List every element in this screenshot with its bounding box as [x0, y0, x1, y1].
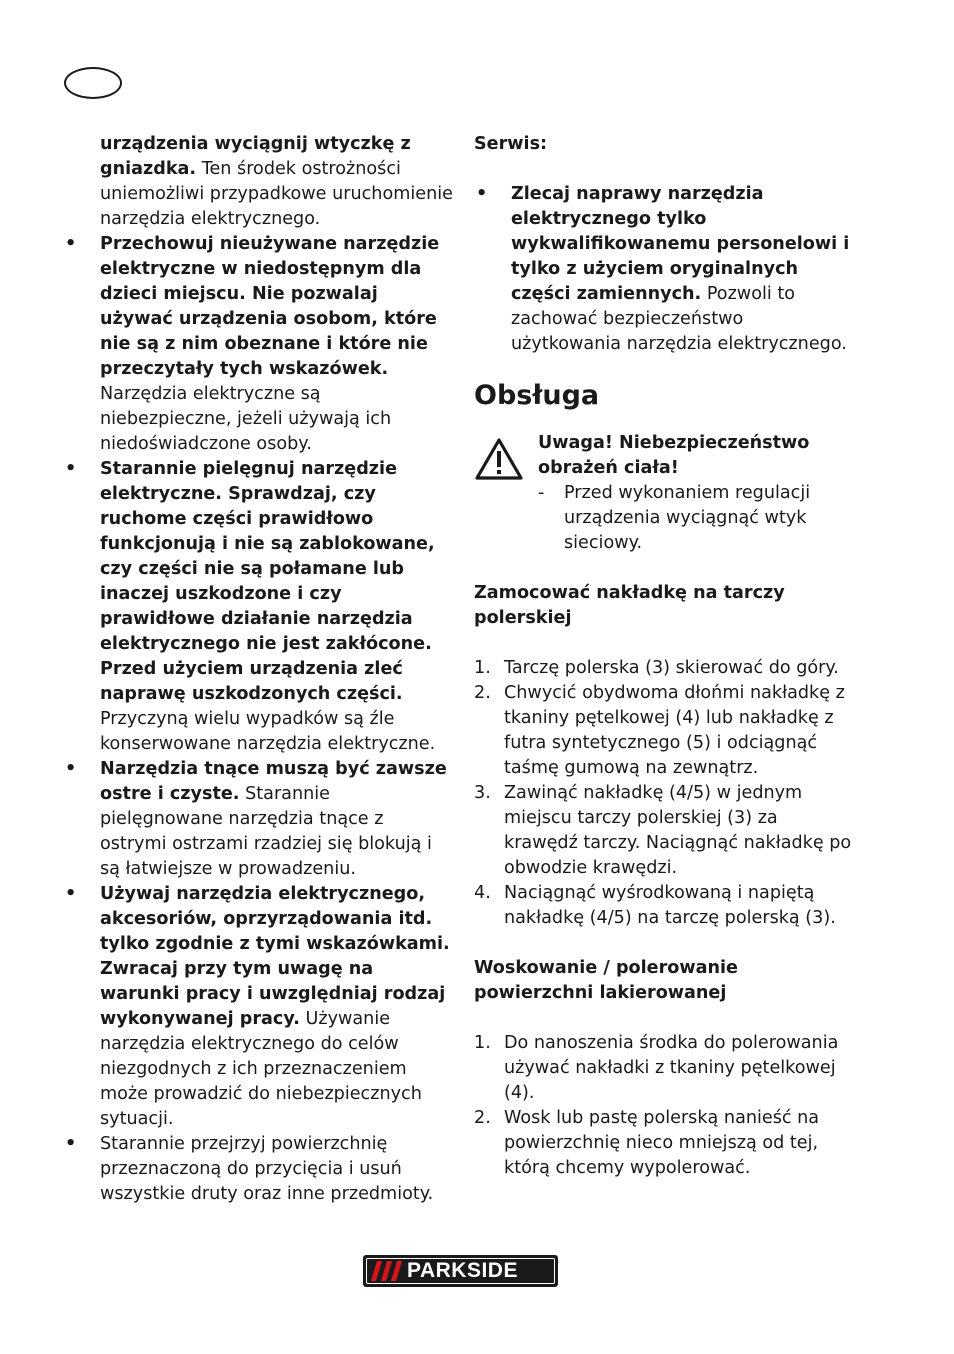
step-text: Do nanoszenia środka do polerowania używać nakładki z tkaniny pętelkowej (4). — [504, 1033, 839, 1103]
warning-note — [538, 481, 854, 556]
section-title: Obsługa — [474, 380, 600, 411]
list-item — [63, 457, 453, 757]
service-heading: Serwis: — [474, 134, 548, 154]
step-number: 3. — [474, 783, 491, 803]
parkside-logo — [363, 1255, 558, 1287]
bullet: • — [65, 884, 77, 904]
step-item — [474, 781, 854, 881]
list-item-bold: Starannie pielęgnuj narzędzie elektryczne. Sprawdzaj, czy ruchome części prawidłowo funkcjonują i nie są zablokowane, czy części nie są połamane lub inaczej uszkodzone i czy prawidłowe działanie narzędzia elektrycznego nie jest zakłócone. Przed użyciem urządzenia zleć naprawę uszkodzonych części. — [100, 459, 435, 704]
warning-triangle-icon — [474, 437, 524, 481]
step-number: 4. — [474, 883, 491, 903]
subsection-heading-polish: Woskowanie / polerowanie powierzchni lakierowanej — [474, 958, 738, 1003]
bullet: • — [476, 184, 488, 204]
warning-block — [474, 431, 854, 556]
step-number: 1. — [474, 1033, 491, 1053]
list-item — [63, 882, 453, 1132]
bullet: • — [65, 759, 77, 779]
continued-item-bold: urządzenia wyciągnij wtyczkę z gniazdka. — [100, 134, 411, 179]
safety-list — [63, 232, 453, 1207]
warning-title: Uwaga! Niebezpieczeństwo obrażeń ciała! — [538, 433, 810, 478]
step-text: Naciągnąć wyśrodkowaną i napiętą nakładkę (4/5) na tarczę polerską (3). — [504, 883, 836, 928]
step-item — [474, 1106, 854, 1181]
service-item-text: Pozwoli to zachować bezpieczeństwo użytkowania narzędzia elektrycznego. — [511, 284, 847, 354]
continued-item-text: Ten środek ostrożności uniemożliwi przypadkowe uruchomienie narzędzia elektrycznego. — [100, 159, 453, 229]
list-item-bold: Narzędzia tnące muszą być zawsze ostre i czyste. — [100, 759, 447, 804]
step-item — [474, 656, 854, 681]
bullet: • — [65, 1134, 77, 1154]
list-item — [63, 1132, 453, 1207]
mount-steps — [474, 656, 854, 931]
list-item-text: Przyczyną wielu wypadków są źle konserwowane narzędzia elektryczne. — [100, 709, 436, 754]
step-item — [474, 881, 854, 931]
list-item — [63, 757, 453, 882]
list-item-bold: Przechowuj nieużywane narzędzie elektryczne w niedostępnym dla dzieci miejscu. Nie pozwalaj używać urządzenia osobom, które nie są z nim obeznane i które nie przeczytały tych wskazówek. — [100, 234, 440, 379]
service-item — [474, 182, 854, 357]
step-item — [474, 1031, 854, 1106]
step-item — [474, 681, 854, 781]
language-badge — [64, 67, 122, 99]
step-text: Zawinąć nakładkę (4/5) w jednym miejscu tarczy polerskiej (3) za krawędź tarczy. Naciągnąć nakładkę po obwodzie krawędzi. — [504, 783, 852, 878]
step-text: Tarczę polerska (3) skierować do góry. — [504, 658, 839, 678]
continued-item — [63, 132, 453, 232]
dash: - — [538, 483, 545, 503]
step-text: Chwycić obydwoma dłońmi nakładkę z tkaniny pętelkowej (4) lub nakładkę z futra syntetycznego (5) i odciągnąć taśmę gumową na zewnątrz. — [504, 683, 845, 778]
subsection-heading-mount: Zamocować nakładkę na tarczy polerskiej — [474, 583, 785, 628]
list-item-text: Używanie narzędzia elektrycznego do celów niezgodnych z ich przeznaczeniem może prowadzić do niebezpiecznych sytuacji. — [100, 1009, 422, 1129]
list-item-text: Starannie przejrzyj powierzchnię przeznaczoną do przycięcia i usuń wszystkie druty oraz inne przedmioty. — [100, 1134, 434, 1204]
logo-text: PARKSIDE — [407, 1259, 518, 1282]
step-number: 1. — [474, 658, 491, 678]
list-item-text: Narzędzia elektryczne są niebezpieczne, jeżeli używają ich niedoświadczone osoby. — [100, 384, 392, 454]
polish-steps — [474, 1031, 854, 1181]
right-column — [474, 132, 854, 1181]
list-item-bold: Używaj narzędzia elektrycznego, akcesoriów, oprzyrządowania itd. tylko zgodnie z tymi wskazówkami. Zwracaj przy tym uwagę na warunki pracy i uwzględniaj rodzaj wykonywanej pracy. — [100, 884, 450, 1029]
step-text: Wosk lub pastę polerską nanieść na powierzchnię nieco mniejszą od tej, którą chcemy wypolerować. — [504, 1108, 820, 1178]
step-number: 2. — [474, 683, 491, 703]
logo-stripes-icon — [371, 1261, 405, 1281]
bullet: • — [65, 234, 77, 254]
bullet: • — [65, 459, 77, 479]
list-item — [63, 232, 453, 457]
warning-note-text: Przed wykonaniem regulacji urządzenia wyciągnąć wtyk sieciowy. — [564, 483, 811, 553]
service-item-bold: Zlecaj naprawy narzędzia elektrycznego tylko wykwalifikowanemu personelowi i tylko z użyciem oryginalnych części zamiennych. — [511, 184, 850, 304]
step-number: 2. — [474, 1108, 491, 1128]
list-item-text: Starannie pielęgnowane narzędzia tnące z ostrymi ostrzami rzadziej się blokują i są łatwiejsze w prowadzeniu. — [100, 784, 432, 879]
left-column — [63, 132, 453, 1207]
